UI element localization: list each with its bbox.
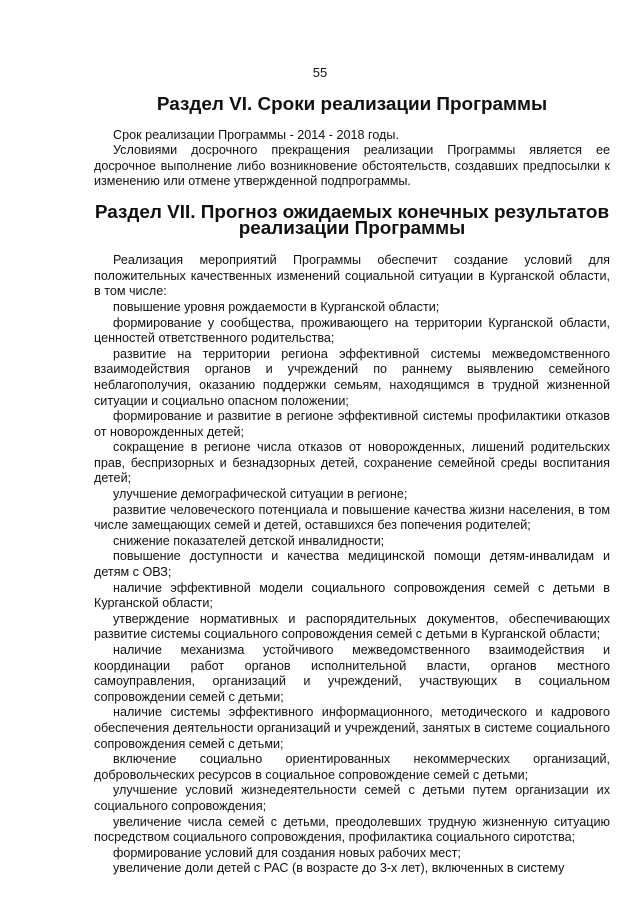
paragraph: повышение доступности и качества медицинской помощи детям-инвалидам и детям с ОВЗ; [94,549,610,580]
section-7-heading [94,201,610,239]
paragraph: повышение уровня рождаемости в Курганской области; [113,299,440,314]
paragraph: Реализация мероприятий Программы обеспечит создание условий для положительных качественных изменений социальной ситуации в Курганской области, в том числе: [94,253,610,299]
paragraph: наличие системы эффективного информационного, методического и кадрового обеспечения деятельности организаций и учреждений, занятых в системе социального сопровождения семей с детьми; [94,705,610,751]
paragraph: сокращение в регионе числа отказов от новорожденных, лишений родительских прав, беспризорных и безнадзорных детей, сохранение семейной среды воспитания детей; [94,440,610,486]
paragraph: Условиями досрочного прекращения реализации Программы является ее досрочное выполнение либо возникновение обстоятельств, создавших предпосылки к изменению или отмене утвержденной подпрограммы. [94,143,610,189]
section-6-title: Раздел VI. Сроки реализации Программы [156,94,548,115]
paragraph: наличие механизма устойчивого межведомственного взаимодействия и координации работ органов исполнительной власти, органов местного самоуправления, организаций и учреждений, участвующих в социальном сопровождении семей с детьми; [94,643,610,704]
page-content [94,94,610,877]
paragraph: формирование и развитие в регионе эффективной системы профилактики отказов от новорожденных детей; [94,409,610,439]
paragraph: формирование у сообщества, проживающего на территории Курганской области, ценностей ответственного родительства; [94,315,610,346]
page-number: 55 [312,65,328,80]
section-7-body [94,253,610,877]
paragraph: увеличение доли детей с РАС (в возрасте до 3-х лет), включенных в систему [113,861,565,876]
paragraph: наличие эффективной модели социального сопровождения семей с детьми в Курганской области; [94,580,610,611]
section-6-heading [94,94,610,115]
section-6-body [94,128,610,190]
paragraph: улучшение демографической ситуации в регионе; [113,487,408,502]
paragraph: развитие человеческого потенциала и повышение качества жизни населения, в том числе замещающих семей и детей, оставшихся без попечения родителей; [94,502,610,533]
section-7-title-line2: реализации Программы [238,217,466,239]
paragraph: включение социально ориентированных некоммерческих организаций, добровольческих ресурсов в социальное сопровождение семей с детьми; [94,752,610,782]
paragraph: формирование условий для создания новых рабочих мест; [113,845,461,860]
paragraph: развитие на территории региона эффективной системы межведомственного взаимодействия органов и учреждений по раннему выявлению семейного неблагополучия, оказанию поддержки семьям, находящимся в трудной жизненной ситуации и социально опасном положении; [94,346,610,408]
paragraph: снижение показателей детской инвалидности; [113,533,385,548]
paragraph: увеличение числа семей с детьми, преодолевших трудную жизненную ситуацию посредством социального сопровождения, профилактика социального сиротства; [94,814,610,845]
paragraph: утверждение нормативных и распорядительных документов, обеспечивающих развитие системы социального сопровождения семей с детьми в Курганской области; [94,611,610,642]
section-7-title-line1: Раздел VII. Прогноз ожидаемых конечных результатов [94,201,610,223]
paragraph: улучшение условий жизнедеятельности семей с детьми путем организации их социального сопровождения; [94,783,610,813]
paragraph: Срок реализации Программы - 2014 - 2018 годы. [113,127,399,142]
